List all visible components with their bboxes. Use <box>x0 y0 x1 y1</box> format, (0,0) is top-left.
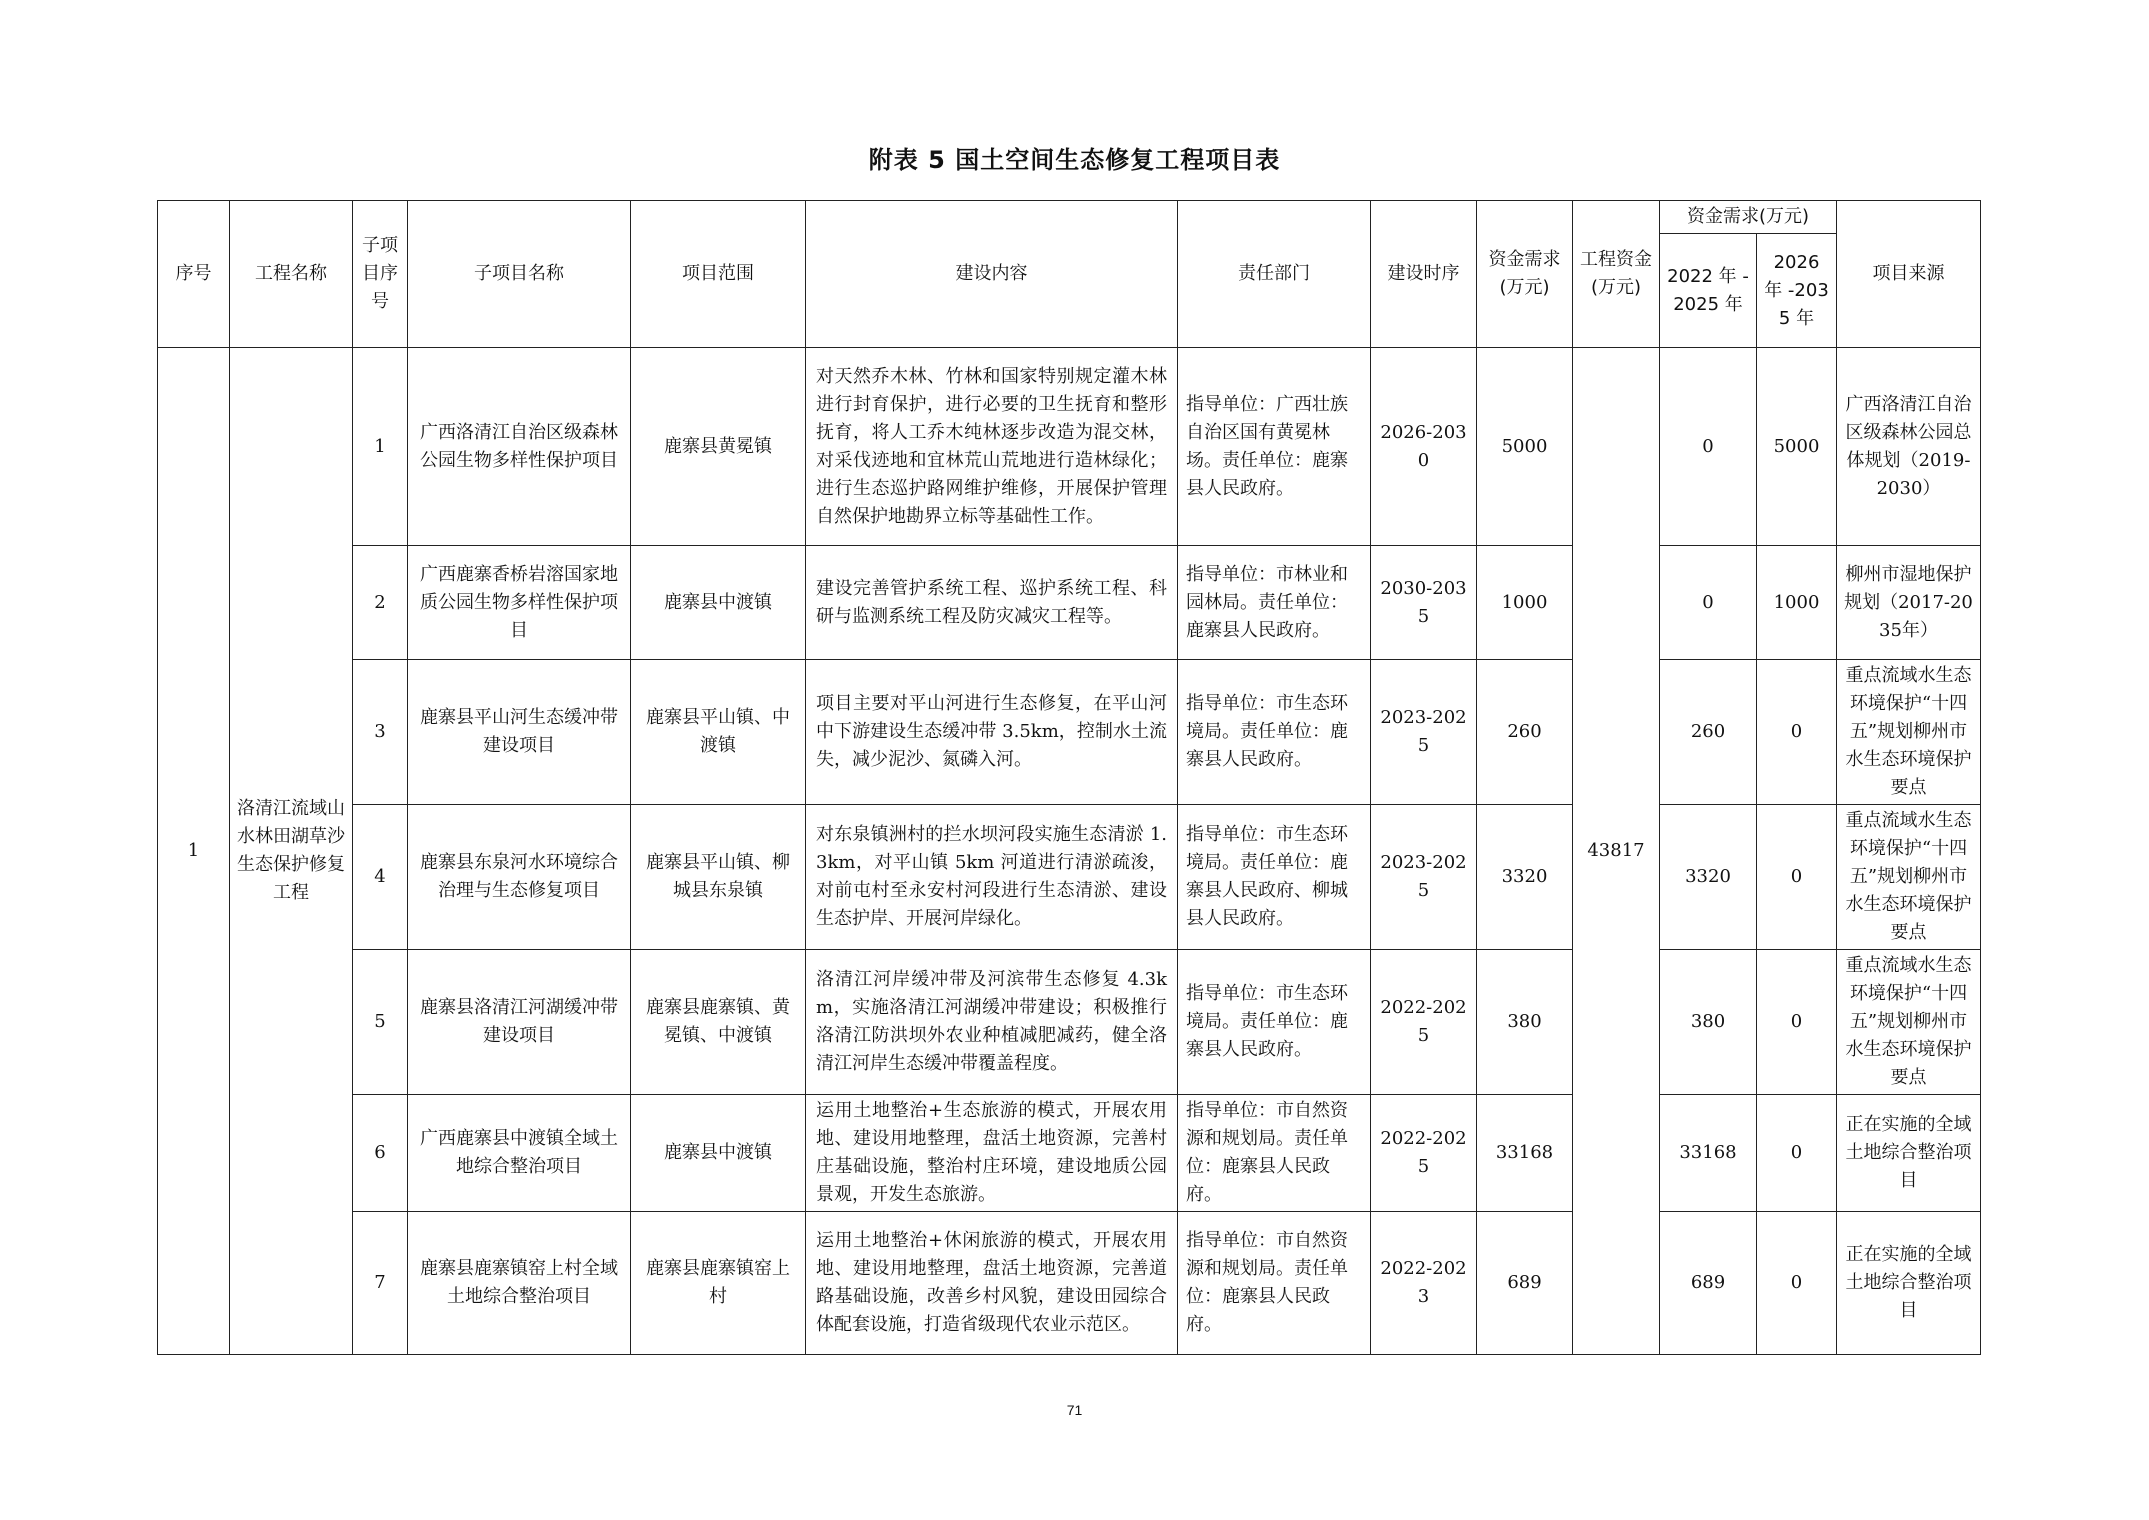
header-sub-seq: 子项目序号 <box>353 201 408 348</box>
header-scope: 项目范围 <box>631 201 806 348</box>
scope-cell: 鹿寨县鹿寨镇窑上村 <box>631 1212 806 1355</box>
source-cell: 重点流域水生态环境保护“十四五”规划柳州市水生态环境保护要点 <box>1837 950 1981 1095</box>
sub-name-cell: 鹿寨县洛清江河湖缓冲带建设项目 <box>408 950 631 1095</box>
table-row <box>158 1095 1981 1212</box>
sub-seq-cell: 5 <box>353 950 408 1095</box>
sub-name-cell: 鹿寨县平山河生态缓冲带建设项目 <box>408 660 631 805</box>
project-seq: 1 <box>158 348 230 1355</box>
source-cell: 重点流域水生态环境保护“十四五”规划柳州市水生态环境保护要点 <box>1837 805 1981 950</box>
scope-cell: 鹿寨县中渡镇 <box>631 546 806 660</box>
project-table <box>157 200 1981 1355</box>
header-funding-demand-group: 资金需求(万元) <box>1660 201 1837 234</box>
source-cell: 正在实施的全域土地综合整治项目 <box>1837 1095 1981 1212</box>
funding-2026-2035-cell: 5000 <box>1757 348 1837 546</box>
scope-cell: 鹿寨县中渡镇 <box>631 1095 806 1212</box>
period-cell: 2022-2025 <box>1371 950 1477 1095</box>
funding-2022-2025-cell: 380 <box>1660 950 1757 1095</box>
sub-seq-cell: 7 <box>353 1212 408 1355</box>
table-row <box>158 950 1981 1095</box>
content-cell: 运用土地整治+生态旅游的模式，开展农用地、建设用地整理，盘活土地资源，完善村庄基础设施，整治村庄环境，建设地质公园景观，开发生态旅游。 <box>806 1095 1178 1212</box>
sub-seq-cell: 6 <box>353 1095 408 1212</box>
period-cell: 2030-2035 <box>1371 546 1477 660</box>
header-2026-2035: 2026 年 -2035 年 <box>1757 234 1837 348</box>
header-period: 建设时序 <box>1371 201 1477 348</box>
dept-cell: 指导单位：市自然资源和规划局。责任单位：鹿寨县人民政府。 <box>1178 1212 1371 1355</box>
source-cell: 广西洛清江自治区级森林公园总体规划（2019-2030） <box>1837 348 1981 546</box>
funding-need-cell: 3320 <box>1477 805 1573 950</box>
sub-seq-cell: 2 <box>353 546 408 660</box>
dept-cell: 指导单位：市林业和园林局。责任单位：鹿寨县人民政府。 <box>1178 546 1371 660</box>
funding-2026-2035-cell: 0 <box>1757 950 1837 1095</box>
sub-name-cell: 广西洛清江自治区级森林公园生物多样性保护项目 <box>408 348 631 546</box>
funding-2022-2025-cell: 0 <box>1660 546 1757 660</box>
content-cell: 对天然乔木林、竹林和国家特别规定灌木林进行封育保护，进行必要的卫生抚育和整形抚育，将人工乔木纯林逐步改造为混交林，对采伐迹地和宜林荒山荒地进行造林绿化；进行生态巡护路网维护维修，开展保护管理自然保护地勘界立标等基础性工作。 <box>806 348 1178 546</box>
scope-cell: 鹿寨县鹿寨镇、黄冕镇、中渡镇 <box>631 950 806 1095</box>
content-cell: 运用土地整治+休闲旅游的模式，开展农用地、建设用地整理，盘活土地资源，完善道路基础设施，改善乡村风貌，建设田园综合体配套设施，打造省级现代农业示范区。 <box>806 1212 1178 1355</box>
header-source: 项目来源 <box>1837 201 1981 348</box>
dept-cell: 指导单位：市生态环境局。责任单位：鹿寨县人民政府。 <box>1178 660 1371 805</box>
content-cell: 建设完善管护系统工程、巡护系统工程、科研与监测系统工程及防灾减灾工程等。 <box>806 546 1178 660</box>
page-number: 71 <box>1066 1402 1083 1418</box>
funding-need-cell: 260 <box>1477 660 1573 805</box>
period-cell: 2022-2025 <box>1371 1095 1477 1212</box>
funding-2026-2035-cell: 0 <box>1757 660 1837 805</box>
table-row <box>158 805 1981 950</box>
sub-name-cell: 广西鹿寨县中渡镇全域土地综合整治项目 <box>408 1095 631 1212</box>
header-dept: 责任部门 <box>1178 201 1371 348</box>
funding-2026-2035-cell: 0 <box>1757 1095 1837 1212</box>
source-cell: 重点流域水生态环境保护“十四五”规划柳州市水生态环境保护要点 <box>1837 660 1981 805</box>
funding-2026-2035-cell: 0 <box>1757 1212 1837 1355</box>
sub-seq-cell: 3 <box>353 660 408 805</box>
project-table-wrapper <box>157 200 1981 1355</box>
funding-2022-2025-cell: 3320 <box>1660 805 1757 950</box>
scope-cell: 鹿寨县平山镇、中渡镇 <box>631 660 806 805</box>
project-name: 洛清江流域山水林田湖草沙生态保护修复工程 <box>230 348 353 1355</box>
header-funding-need: 资金需求(万元) <box>1477 201 1573 348</box>
page-title: 附表 5 国土空间生态修复工程项目表 <box>868 146 1281 174</box>
funding-need-cell: 1000 <box>1477 546 1573 660</box>
funding-2022-2025-cell: 689 <box>1660 1212 1757 1355</box>
funding-need-cell: 5000 <box>1477 348 1573 546</box>
dept-cell: 指导单位：市生态环境局。责任单位：鹿寨县人民政府。 <box>1178 950 1371 1095</box>
content-cell: 对东泉镇洲村的拦水坝河段实施生态清淤 1.3km，对平山镇 5km 河道进行清淤疏浚，对前屯村至永安村河段进行生态清淤、建设生态护岸、开展河岸绿化。 <box>806 805 1178 950</box>
sub-seq-cell: 4 <box>353 805 408 950</box>
period-cell: 2026-2030 <box>1371 348 1477 546</box>
funding-2022-2025-cell: 33168 <box>1660 1095 1757 1212</box>
source-cell: 柳州市湿地保护规划（2017-2035年） <box>1837 546 1981 660</box>
sub-name-cell: 鹿寨县东泉河水环境综合治理与生态修复项目 <box>408 805 631 950</box>
header-project-name: 工程名称 <box>230 201 353 348</box>
content-cell: 项目主要对平山河进行生态修复，在平山河中下游建设生态缓冲带 3.5km，控制水土流失，减少泥沙、氮磷入河。 <box>806 660 1178 805</box>
funding-need-cell: 33168 <box>1477 1095 1573 1212</box>
dept-cell: 指导单位：市自然资源和规划局。责任单位：鹿寨县人民政府。 <box>1178 1095 1371 1212</box>
dept-cell: 指导单位：广西壮族自治区国有黄冕林场。责任单位：鹿寨县人民政府。 <box>1178 348 1371 546</box>
content-cell: 洛清江河岸缓冲带及河滨带生态修复 4.3km，实施洛清江河湖缓冲带建设；积极推行洛清江防洪坝外农业种植减肥减药，健全洛清江河岸生态缓冲带覆盖程度。 <box>806 950 1178 1095</box>
period-cell: 2023-2025 <box>1371 805 1477 950</box>
header-2022-2025: 2022 年 -2025 年 <box>1660 234 1757 348</box>
funding-need-cell: 380 <box>1477 950 1573 1095</box>
table-row <box>158 1212 1981 1355</box>
funding-2022-2025-cell: 0 <box>1660 348 1757 546</box>
sub-name-cell: 鹿寨县鹿寨镇窑上村全域土地综合整治项目 <box>408 1212 631 1355</box>
funding-2026-2035-cell: 0 <box>1757 805 1837 950</box>
header-sub-name: 子项目名称 <box>408 201 631 348</box>
funding-need-cell: 689 <box>1477 1212 1573 1355</box>
header-seq: 序号 <box>158 201 230 348</box>
table-row <box>158 348 1981 546</box>
header-project-funding: 工程资金(万元) <box>1573 201 1660 348</box>
project-total-funding: 43817 <box>1573 348 1660 1355</box>
source-cell: 正在实施的全域土地综合整治项目 <box>1837 1212 1981 1355</box>
dept-cell: 指导单位：市生态环境局。责任单位：鹿寨县人民政府、柳城县人民政府。 <box>1178 805 1371 950</box>
sub-seq-cell: 1 <box>353 348 408 546</box>
period-cell: 2022-2023 <box>1371 1212 1477 1355</box>
funding-2022-2025-cell: 260 <box>1660 660 1757 805</box>
scope-cell: 鹿寨县黄冕镇 <box>631 348 806 546</box>
funding-2026-2035-cell: 1000 <box>1757 546 1837 660</box>
table-row <box>158 660 1981 805</box>
sub-name-cell: 广西鹿寨香桥岩溶国家地质公园生物多样性保护项目 <box>408 546 631 660</box>
table-row <box>158 546 1981 660</box>
period-cell: 2023-2025 <box>1371 660 1477 805</box>
header-content: 建设内容 <box>806 201 1178 348</box>
scope-cell: 鹿寨县平山镇、柳城县东泉镇 <box>631 805 806 950</box>
